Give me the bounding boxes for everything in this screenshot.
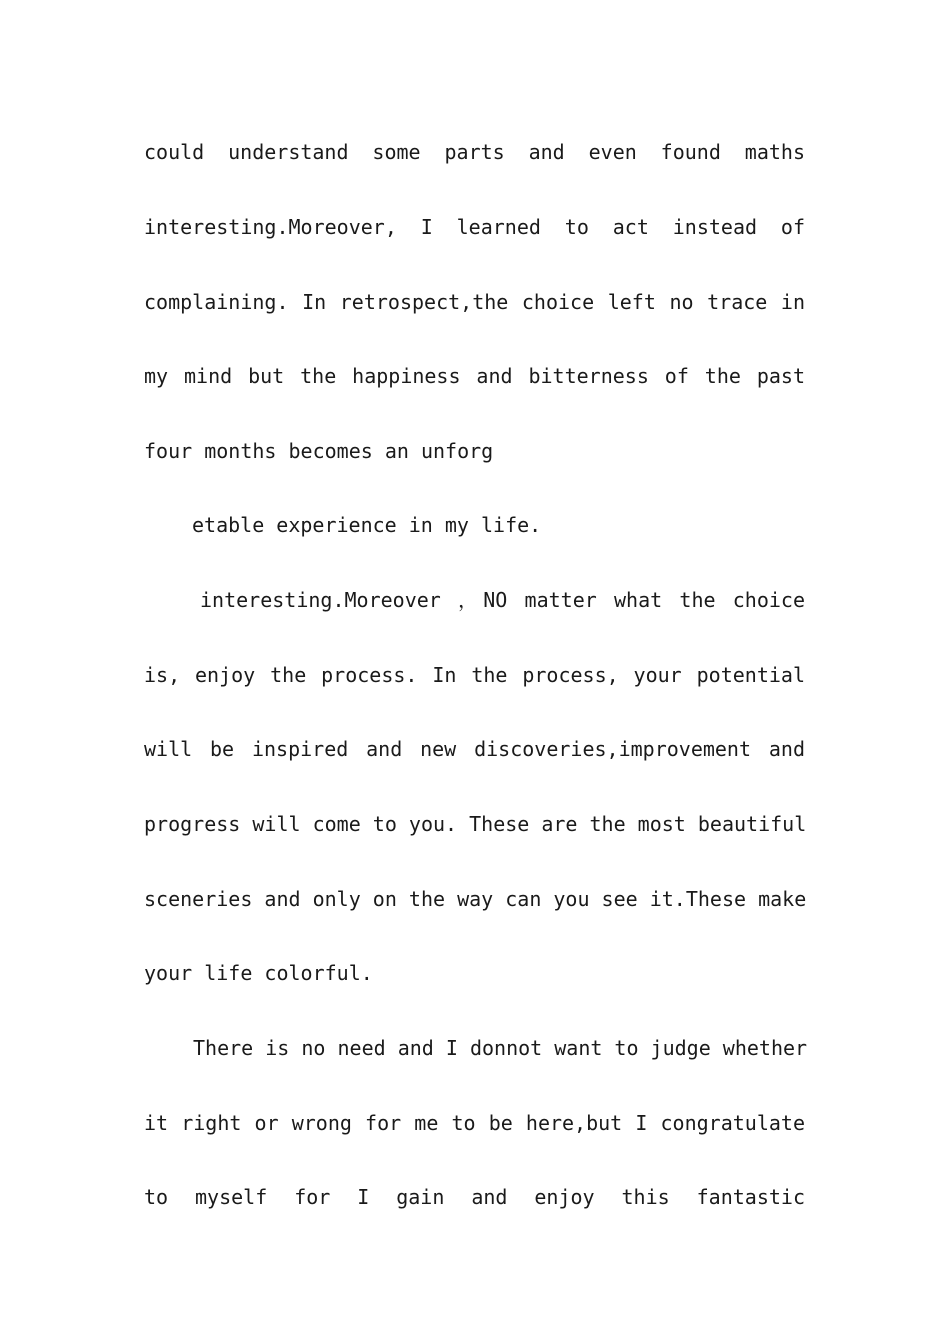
text-line: will be inspired and new discoveries,improvement and — [144, 737, 805, 761]
text-line: complaining. In retrospect,the choice left no trace in — [144, 290, 805, 314]
text-line: sceneries and only on the way can you see it.These make — [144, 887, 807, 911]
text-line: to myself for I gain and enjoy this fantastic — [144, 1185, 805, 1209]
text-line: four months becomes an unforg — [144, 439, 494, 463]
text-line: could understand some parts and even found maths — [144, 140, 805, 164]
text-line: is, enjoy the process. In the process, your potential — [144, 663, 805, 687]
text-line: interesting.Moreover ，NO matter what the choice — [200, 588, 805, 612]
text-line: etable experience in my life. — [192, 513, 542, 537]
text-line: interesting.Moreover, I learned to act instead of — [144, 215, 805, 239]
text-line: it right or wrong for me to be here,but I congratulate — [144, 1111, 805, 1135]
text-line: my mind but the happiness and bitterness of the past — [144, 364, 805, 388]
text-line: your life colorful. — [144, 961, 373, 985]
text-line: progress will come to you. These are the most beautiful — [144, 812, 807, 836]
text-line: There is no need and I donnot want to judge whether — [193, 1036, 808, 1060]
